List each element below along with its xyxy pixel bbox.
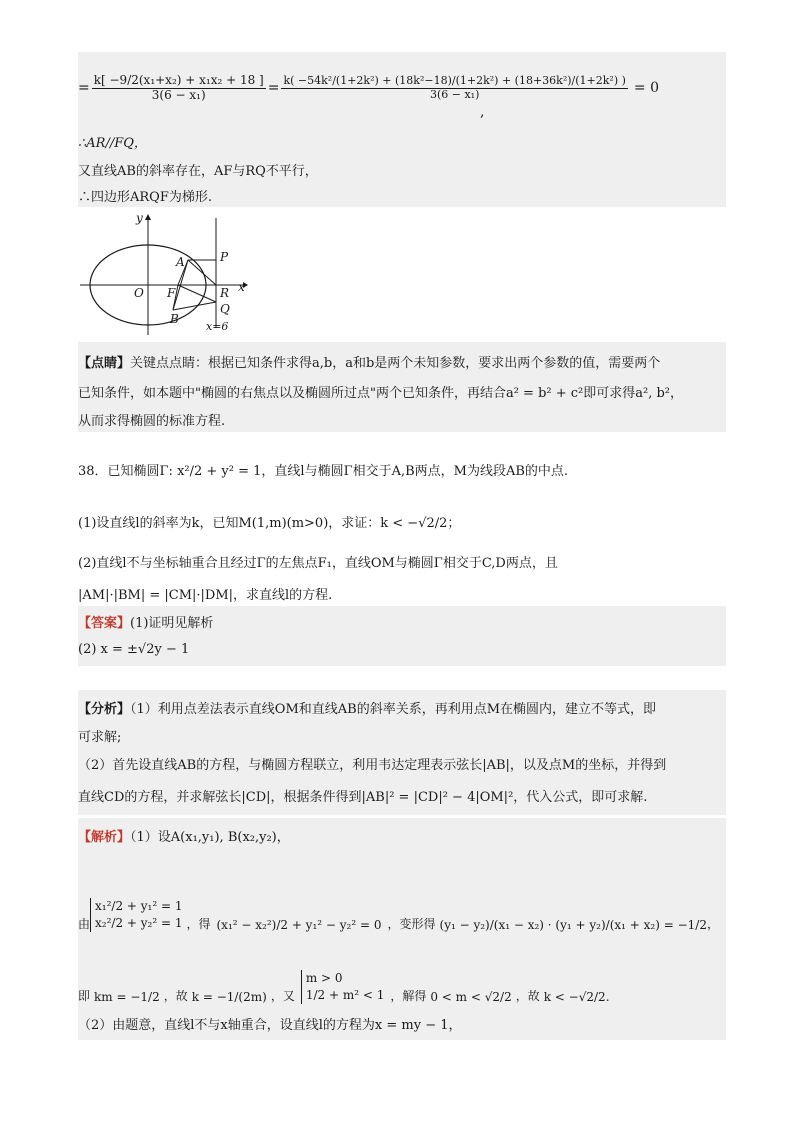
fraction-right-numerator: k( −54k²/(1+2k²) + (18k²−18)/(1+2k²) + (18+36k²)/(1+2k²) ) bbox=[283, 73, 626, 87]
word-jiede: ，解得 bbox=[390, 989, 427, 1003]
answer-part1: (1)证明见解析 bbox=[130, 616, 214, 631]
derivation-block bbox=[78, 52, 726, 207]
solution-part2-start: （2）由题意，直线l不与x轴重合，设直线l的方程为x = my − 1， bbox=[78, 1018, 462, 1033]
trailing-comma: , bbox=[480, 104, 485, 120]
analysis-line3: （2）首先设直线AB的方程，与椭圆方程联立，利用韦达定理表示弦长|AB|，以及点M的坐标，并得到 bbox=[78, 758, 667, 773]
conclusion-trapezoid: ∴四边形ARQF为梯形. bbox=[78, 190, 212, 205]
word-de: ，得 bbox=[186, 917, 211, 931]
solution-tag: 【解析】 bbox=[78, 830, 131, 845]
analysis-line4: 直线CD的方程，并求解弦长|CD|，根据条件得到|AB|² = |CD|² − 4|OM|²，代入公式，即可求解. bbox=[78, 790, 648, 805]
solution-system-row bbox=[78, 852, 719, 932]
problem-38-part2-cont: |AM|·|BM| = |CM|·|DM|，求直线l的方程. bbox=[78, 588, 333, 603]
period: . bbox=[605, 990, 610, 1004]
label-Q: Q bbox=[220, 302, 230, 316]
analysis-text1: （1）利用点差法表示直线OM和直线AB的斜率关系，再利用点M在椭圆内，建立不等式，即 bbox=[130, 702, 657, 717]
equals-sign-mid: = bbox=[267, 80, 280, 96]
system-ellipse bbox=[90, 898, 182, 932]
dianjing-line1 bbox=[78, 352, 660, 371]
fraction-right bbox=[281, 75, 627, 101]
label-O: O bbox=[134, 286, 144, 300]
system-m-eq2: 1/2 + m² < 1 bbox=[305, 988, 385, 1003]
ellipse-figure bbox=[78, 210, 248, 338]
fraction-equation bbox=[78, 58, 659, 118]
answer-tag: 【答案】 bbox=[78, 616, 131, 631]
eq-k-range: k < −√2/2 bbox=[543, 990, 606, 1004]
analysis-line1 bbox=[78, 698, 656, 717]
problem-38-part2: (2)直线l不与坐标轴重合且经过Γ的左焦点F₁，直线OM与椭圆Γ相交于C,D两点，且 bbox=[78, 556, 558, 571]
word-gu: ，故 bbox=[163, 989, 188, 1003]
solution-text1: （1）设A(x₁,y₁), B(x₂,y₂)， bbox=[130, 830, 290, 845]
label-F: F bbox=[167, 286, 176, 300]
word-gu2: ，故 bbox=[515, 989, 540, 1003]
equals-sign: = bbox=[78, 80, 90, 96]
conclusion-slope: 又直线AB的斜率存在，AF与RQ不平行， bbox=[78, 164, 318, 179]
dianjing-line2: 已知条件，如本题中"椭圆的右焦点以及椭圆所过点"两个已知条件，再结合a² = b² + c²即可求得a², b²， bbox=[78, 386, 684, 401]
system-eq1: x₁²/2 + y₁² = 1 bbox=[95, 899, 183, 914]
axis-label-x: x bbox=[238, 280, 245, 294]
dianjing-tag: 【点睛】 bbox=[78, 356, 131, 371]
analysis-line2: 可求解; bbox=[78, 730, 122, 745]
answer-part2: (2) x = ±√2y − 1 bbox=[78, 642, 190, 657]
analysis-tag: 【分析】 bbox=[78, 702, 131, 717]
solution-line1 bbox=[78, 826, 290, 845]
fraction-left-denominator: 3(6 − x₁) bbox=[151, 87, 206, 102]
label-A: A bbox=[176, 255, 185, 269]
label-B: B bbox=[170, 312, 179, 326]
problem-38-part1: (1)设直线l的斜率为k，已知M(1,m)(m>0)，求证：k < −√2/2； bbox=[78, 516, 461, 531]
solution-block bbox=[78, 818, 726, 1040]
dianjing-block bbox=[78, 342, 726, 432]
fraction-left bbox=[92, 74, 266, 103]
fraction-right-denominator: 3(6 − x₁) bbox=[429, 87, 480, 101]
axis-label-y: y bbox=[136, 211, 143, 225]
eq-k-value: k = −1/(2m) bbox=[191, 990, 267, 1004]
system-m-eq1: m > 0 bbox=[305, 971, 343, 986]
word-you: 由 bbox=[78, 917, 91, 931]
equals-zero: = 0 bbox=[633, 80, 659, 96]
figure-block bbox=[78, 210, 248, 338]
fraction-left-numerator: k[ −9/2(x₁+x₂) + x₁x₂ + 18 ] bbox=[93, 72, 264, 87]
answer-block bbox=[78, 606, 726, 666]
eq-slope-product: (y₁ − y₂)/(x₁ − x₂) · (y₁ + y₂)/(x₁ + x₂) = −1/2 bbox=[439, 918, 707, 932]
solution-km-row bbox=[78, 942, 610, 1004]
dianjing-line3: 从而求得椭圆的标准方程. bbox=[78, 414, 226, 429]
problem-38-statement: 38．已知椭圆Γ: x²/2 + y² = 1，直线l与椭圆Γ相交于A,B两点，M为线段AB的中点. bbox=[78, 464, 569, 479]
system-m bbox=[301, 970, 385, 1004]
line-label-x6: x=6 bbox=[206, 320, 229, 333]
comma: ， bbox=[706, 917, 719, 931]
word-bianxing: ，变形得 bbox=[387, 917, 436, 931]
answer-line1 bbox=[78, 612, 213, 631]
word-ji: 即 bbox=[78, 989, 91, 1003]
eq-km: km = −1/2 bbox=[94, 990, 160, 1004]
label-P: P bbox=[220, 250, 229, 264]
analysis-block bbox=[78, 690, 726, 815]
eq-difference: (x₁² − x₂²)/2 + y₁² − y₂² = 0 bbox=[216, 918, 382, 932]
label-R: R bbox=[220, 286, 230, 300]
conclusion-parallel: ∴AR//FQ， bbox=[78, 136, 147, 151]
word-you2: ，又 bbox=[270, 989, 295, 1003]
system-eq2: x₂²/2 + y₂² = 1 bbox=[95, 916, 183, 931]
dianjing-text1: 关键点点睛：根据已知条件求得a,b，a和b是两个未知参数，要求出两个参数的值，需要两个 bbox=[130, 356, 661, 371]
eq-m-range: 0 < m < √2/2 bbox=[430, 990, 512, 1004]
